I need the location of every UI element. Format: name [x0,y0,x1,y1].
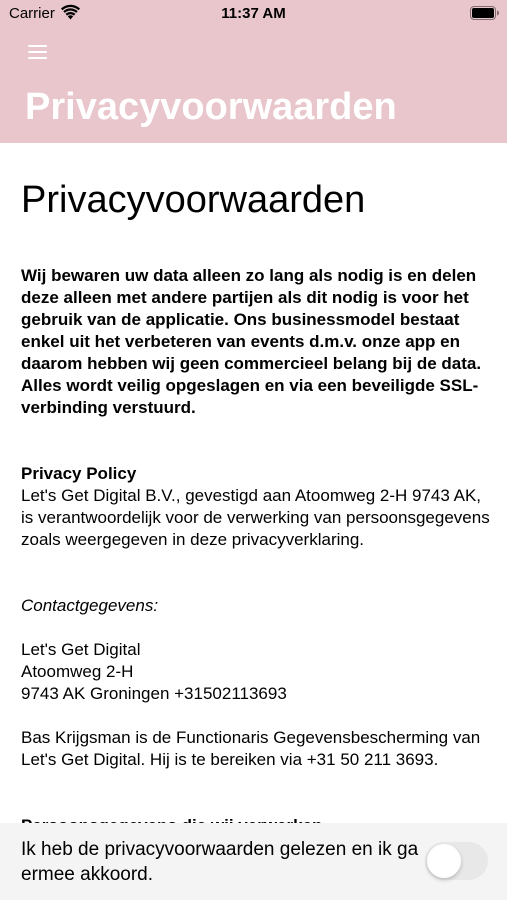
contact-heading: Contactgegevens: [21,596,159,615]
consent-label: Ik heb de privacyvoorwaarden gelezen en ik ga ermee akkoord. [21,839,419,885]
privacy-policy-text: Let's Get Digital B.V., gevestigd aan Atoomweg 2-H 9743 AK, is verantwoordelijk voor de verwerking van persoonsgegevens zoals weergegeven in deze privacyverklaring. [21,486,490,549]
privacy-content[interactable] [21,143,491,823]
intro-paragraph: Wij bewaren uw data alleen zo lang als nodig is en delen deze alleen met andere partijen als dit nodig is voor het gebruik van de applicatie. Ons businessmodel bestaat enkel uit het verbeteren van events d.m.v. onze app en daarom hebben wij geen commercieel belang bij de data. Alles wordt veilig opgeslagen en via een beveiligde SSL-verbinding verstuurd. [21,266,482,417]
hamburger-menu-icon[interactable] [28,44,48,60]
status-bar [0,0,507,28]
navigation-header [0,0,507,143]
carrier-label: Carrier [9,5,55,22]
consent-footer [0,823,507,900]
address-line-city-phone: 9743 AK Groningen +31502113693 [21,684,287,703]
status-time: 11:37 AM [221,5,286,22]
address-line-street: Atoomweg 2-H [21,662,134,681]
toggle-knob[interactable] [427,844,461,878]
header-title: Privacyvoorwaarden [25,86,397,128]
privacy-policy-heading: Privacy Policy [21,464,137,483]
contact-address [21,639,491,705]
consent-toggle[interactable] [425,842,488,880]
address-line-company: Let's Get Digital [21,640,141,659]
battery-icon [470,6,500,20]
page-title: Privacyvoorwaarden [21,179,366,221]
dpo-paragraph: Bas Krijgsman is de Functionaris Gegevensbescherming van Let's Get Digital. Hij is te bereiken via +31 50 211 3693. [21,728,481,769]
privacy-policy-section [21,463,491,551]
